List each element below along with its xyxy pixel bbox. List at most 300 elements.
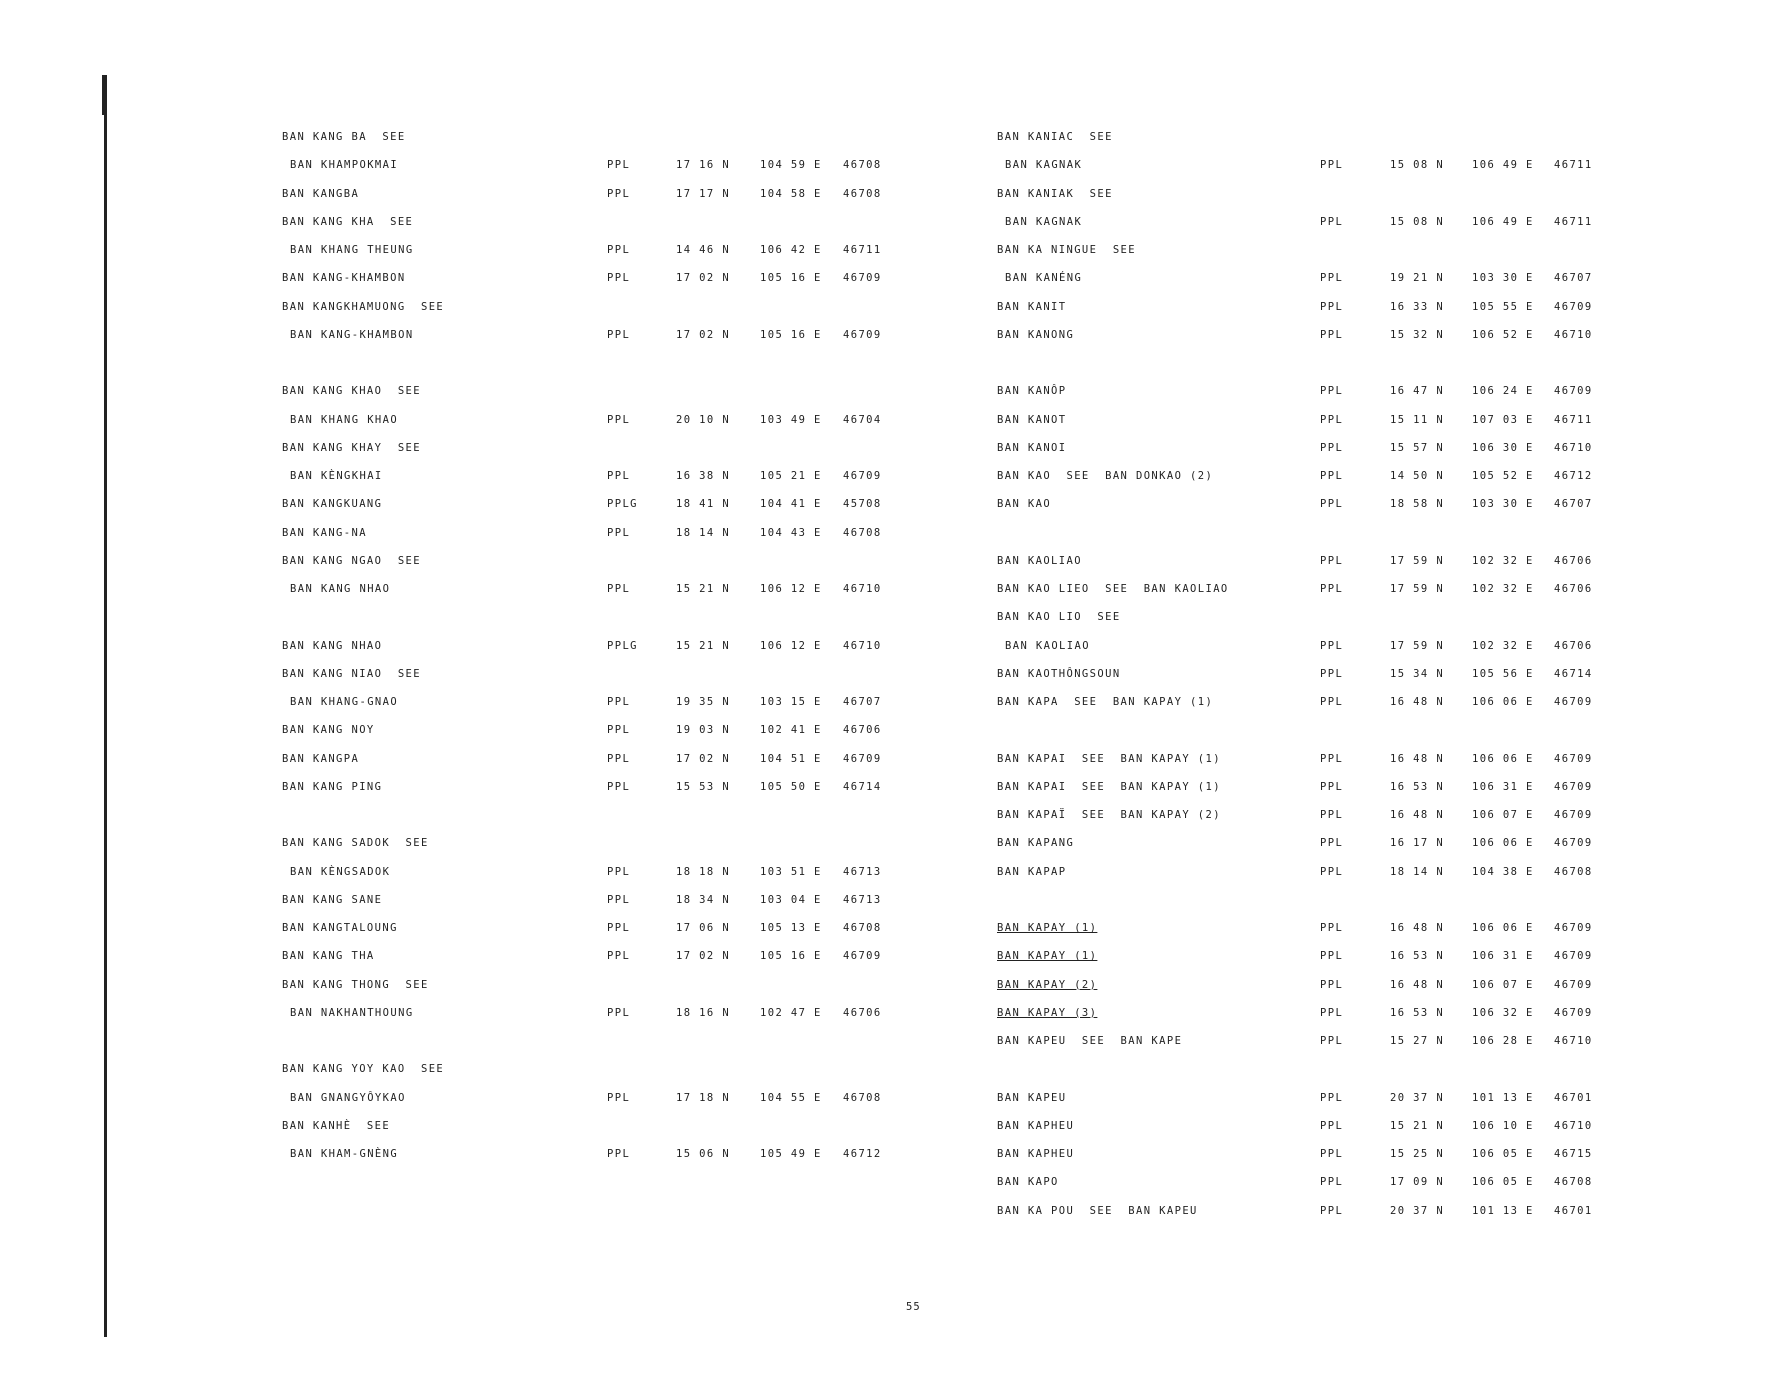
- latitude: 20 37 N: [1390, 1091, 1445, 1104]
- map-sheet-code: 46709: [843, 752, 882, 765]
- longitude: 106 05 E: [1472, 1148, 1534, 1160]
- longitude: 105 56 E: [1472, 667, 1534, 680]
- map-sheet-code: 46708: [843, 187, 882, 200]
- feature-class: PPL: [1320, 696, 1344, 708]
- feature-class: PPL: [607, 187, 631, 200]
- map-sheet-code: 46709: [843, 328, 882, 341]
- place-name: BAN KANÔP: [997, 385, 1067, 398]
- longitude: 104 51 E: [760, 752, 822, 765]
- feature-class: PPL: [607, 244, 631, 256]
- gazetteer-entry-row: [282, 753, 902, 781]
- feature-class: PPL: [607, 470, 631, 482]
- gazetteer-entry-row: [282, 244, 902, 272]
- place-name: BAN KAOLIAO: [997, 554, 1082, 567]
- map-sheet-code: 46706: [1554, 639, 1593, 652]
- longitude: 102 32 E: [1472, 583, 1534, 595]
- gazetteer-entry-row: [997, 1148, 1607, 1176]
- place-name: BAN KANG KHAY SEE: [282, 441, 421, 454]
- place-name: BAN KÈNGKHAI: [290, 470, 383, 482]
- map-sheet-code: 45708: [843, 498, 882, 511]
- latitude: 20 10 N: [676, 413, 731, 426]
- latitude: 15 11 N: [1390, 413, 1445, 426]
- place-name: BAN KANG KHAO SEE: [282, 385, 421, 398]
- longitude: 106 12 E: [760, 639, 822, 652]
- feature-class: PPL: [1320, 1176, 1344, 1189]
- place-name: BAN KAPAÏ SEE BAN KAPAY (2): [997, 809, 1221, 821]
- longitude: 105 49 E: [760, 1148, 822, 1160]
- longitude: 105 13 E: [760, 922, 822, 934]
- gazetteer-entry-row: [282, 414, 902, 442]
- feature-class: PPL: [607, 583, 631, 595]
- gazetteer-entry-row: [997, 809, 1607, 837]
- feature-class: PPL: [1320, 1035, 1344, 1047]
- longitude: 105 16 E: [760, 272, 822, 285]
- gazetteer-entry-row: [282, 640, 902, 668]
- longitude: 106 06 E: [1472, 752, 1534, 765]
- latitude: 18 41 N: [676, 498, 731, 511]
- place-name: BAN KANIAK SEE: [997, 187, 1113, 200]
- place-name: BAN KANG BA SEE: [282, 131, 406, 143]
- blank-spacer-row: [282, 611, 902, 639]
- longitude: 106 05 E: [1472, 1176, 1534, 1189]
- gazetteer-entry-row: [997, 470, 1607, 498]
- latitude: 17 09 N: [1390, 1176, 1445, 1189]
- place-name: BAN KAO SEE BAN DONKAO (2): [997, 470, 1214, 482]
- feature-class: PPL: [607, 780, 631, 793]
- gazetteer-entry-row: [282, 555, 902, 583]
- place-name: BAN GNANGYÔYKAO: [290, 1091, 406, 1104]
- gazetteer-entry-row: [282, 498, 902, 526]
- blank-spacer-row: [282, 809, 902, 837]
- latitude: 15 08 N: [1390, 159, 1445, 172]
- feature-class: PPL: [607, 328, 631, 341]
- place-name: BAN KANG SANE: [282, 893, 383, 906]
- map-sheet-code: 46713: [843, 865, 882, 878]
- place-name: BAN KAOTHÔNGSOUN: [997, 667, 1121, 680]
- map-sheet-code: 46714: [843, 780, 882, 793]
- place-name: BAN NAKHANTHOUNG: [290, 1006, 414, 1019]
- gazetteer-entry-row: [997, 640, 1607, 668]
- feature-class: PPL: [1320, 159, 1344, 172]
- latitude: 19 03 N: [676, 724, 731, 737]
- latitude: 15 27 N: [1390, 1035, 1445, 1047]
- latitude: 16 48 N: [1390, 978, 1445, 991]
- latitude: 17 16 N: [676, 159, 731, 172]
- gazetteer-entry-row: [997, 696, 1607, 724]
- place-name: BAN KAPANG: [997, 837, 1075, 850]
- gazetteer-entry-row: [282, 1120, 902, 1148]
- place-name: BAN KHANG-GNAO: [290, 696, 399, 708]
- gazetteer-entry-row: [997, 131, 1607, 159]
- place-name: BAN KAPAY (1): [997, 950, 1098, 963]
- place-name: BAN KHAMPOKMAI: [290, 159, 399, 172]
- longitude: 101 13 E: [1472, 1204, 1534, 1217]
- longitude: 102 32 E: [1472, 639, 1534, 652]
- feature-class: PPL: [1320, 1091, 1344, 1104]
- feature-class: PPL: [1320, 583, 1344, 595]
- longitude: 106 06 E: [1472, 837, 1534, 850]
- map-sheet-code: 46709: [1554, 837, 1593, 850]
- map-sheet-code: 46715: [1554, 1148, 1593, 1160]
- feature-class: PPL: [607, 272, 631, 285]
- gazetteer-entry-row: [997, 837, 1607, 865]
- map-sheet-code: 46709: [843, 950, 882, 963]
- place-name: BAN KANG YOY KAO SEE: [282, 1063, 445, 1076]
- feature-class: PPL: [1320, 1119, 1344, 1132]
- map-sheet-code: 46709: [1554, 809, 1593, 821]
- gazetteer-entry-row: [997, 301, 1607, 329]
- place-name: BAN KAPAI SEE BAN KAPAY (1): [997, 780, 1221, 793]
- place-name: BAN KANG-KHAMBON: [290, 328, 414, 341]
- feature-class: PPL: [607, 1006, 631, 1019]
- gazetteer-entry-row: [997, 329, 1607, 357]
- gazetteer-left-column: [282, 131, 902, 1176]
- place-name: BAN KAGNAK: [1005, 159, 1083, 172]
- longitude: 104 55 E: [760, 1091, 822, 1104]
- gazetteer-entry-row: [282, 1063, 902, 1091]
- map-sheet-code: 46710: [1554, 328, 1593, 341]
- map-sheet-code: 46706: [1554, 583, 1593, 595]
- place-name: BAN KANGBA: [282, 187, 360, 200]
- longitude: 105 55 E: [1472, 300, 1534, 313]
- place-name: BAN KANIT: [997, 300, 1067, 313]
- place-name: BAN KAPAP: [997, 865, 1067, 878]
- gazetteer-entry-row: [282, 131, 902, 159]
- feature-class: PPLG: [607, 639, 638, 652]
- gazetteer-entry-row: [997, 1205, 1607, 1233]
- map-sheet-code: 46709: [1554, 1006, 1593, 1019]
- place-name: BAN KAPEU: [997, 1091, 1067, 1104]
- gazetteer-entry-row: [282, 979, 902, 1007]
- longitude: 106 12 E: [760, 583, 822, 595]
- gazetteer-entry-row: [997, 1035, 1607, 1063]
- map-sheet-code: 46709: [1554, 780, 1593, 793]
- feature-class: PPL: [1320, 328, 1344, 341]
- latitude: 16 48 N: [1390, 752, 1445, 765]
- place-name: BAN KAOLIAO: [1005, 639, 1090, 652]
- place-name: BAN KAO LIEO SEE BAN KAOLIAO: [997, 583, 1229, 595]
- latitude: 16 53 N: [1390, 950, 1445, 963]
- latitude: 17 02 N: [676, 752, 731, 765]
- map-sheet-code: 46709: [1554, 922, 1593, 934]
- gazetteer-entry-row: [282, 894, 902, 922]
- map-sheet-code: 46709: [1554, 385, 1593, 398]
- gazetteer-entry-row: [997, 272, 1607, 300]
- feature-class: PPL: [607, 724, 631, 737]
- place-name: BAN KANG-KHAMBON: [282, 272, 406, 285]
- place-name: BAN KANONG: [997, 328, 1075, 341]
- feature-class: PPL: [607, 950, 631, 963]
- longitude: 101 13 E: [1472, 1091, 1534, 1104]
- map-sheet-code: 46712: [1554, 470, 1593, 482]
- longitude: 106 52 E: [1472, 328, 1534, 341]
- feature-class: PPL: [1320, 837, 1344, 850]
- map-sheet-code: 46701: [1554, 1091, 1593, 1104]
- longitude: 106 49 E: [1472, 159, 1534, 172]
- map-sheet-code: 46708: [843, 526, 882, 539]
- feature-class: PPL: [1320, 215, 1344, 228]
- latitude: 15 21 N: [676, 583, 731, 595]
- page-number: 55: [906, 1301, 921, 1313]
- place-name: BAN KAPAY (1): [997, 922, 1098, 934]
- gazetteer-entry-row: [282, 922, 902, 950]
- place-name: BAN KANÉNG: [1005, 272, 1083, 285]
- latitude: 17 59 N: [1390, 639, 1445, 652]
- gazetteer-entry-row: [997, 866, 1607, 894]
- longitude: 106 06 E: [1472, 696, 1534, 708]
- gazetteer-entry-row: [282, 781, 902, 809]
- latitude: 15 53 N: [676, 780, 731, 793]
- longitude: 103 51 E: [760, 865, 822, 878]
- latitude: 17 02 N: [676, 272, 731, 285]
- latitude: 19 21 N: [1390, 272, 1445, 285]
- blank-spacer-row: [282, 357, 902, 385]
- feature-class: PPL: [1320, 639, 1344, 652]
- longitude: 105 50 E: [760, 780, 822, 793]
- feature-class: PPL: [1320, 865, 1344, 878]
- feature-class: PPL: [1320, 809, 1344, 821]
- latitude: 18 18 N: [676, 865, 731, 878]
- gazetteer-entry-row: [282, 385, 902, 413]
- gazetteer-entry-row: [282, 272, 902, 300]
- feature-class: PPL: [607, 922, 631, 934]
- gazetteer-right-column: [997, 131, 1607, 1233]
- feature-class: PPL: [1320, 385, 1344, 398]
- feature-class: PPL: [1320, 1204, 1344, 1217]
- latitude: 17 59 N: [1390, 583, 1445, 595]
- feature-class: PPL: [607, 526, 631, 539]
- longitude: 106 28 E: [1472, 1035, 1534, 1047]
- longitude: 106 10 E: [1472, 1119, 1534, 1132]
- place-name: BAN KANIAC SEE: [997, 131, 1113, 143]
- latitude: 16 17 N: [1390, 837, 1445, 850]
- longitude: 106 42 E: [760, 244, 822, 256]
- map-sheet-code: 46709: [1554, 696, 1593, 708]
- map-sheet-code: 46709: [1554, 950, 1593, 963]
- gazetteer-entry-row: [997, 216, 1607, 244]
- gazetteer-entry-row: [282, 1007, 902, 1035]
- gazetteer-entry-row: [997, 979, 1607, 1007]
- gazetteer-entry-row: [282, 1092, 902, 1120]
- place-name: BAN KANG NHAO: [282, 639, 383, 652]
- blank-spacer-row: [282, 1035, 902, 1063]
- longitude: 104 43 E: [760, 526, 822, 539]
- map-sheet-code: 46710: [1554, 441, 1593, 454]
- place-name: BAN KANG NIAO SEE: [282, 667, 421, 680]
- gazetteer-entry-row: [997, 583, 1607, 611]
- feature-class: PPL: [1320, 922, 1344, 934]
- map-sheet-code: 46711: [1554, 215, 1593, 228]
- longitude: 106 06 E: [1472, 922, 1534, 934]
- gazetteer-entry-row: [997, 244, 1607, 272]
- gazetteer-entry-row: [997, 555, 1607, 583]
- longitude: 104 41 E: [760, 498, 822, 511]
- map-sheet-code: 46710: [843, 639, 882, 652]
- blank-spacer-row: [997, 724, 1607, 752]
- latitude: 16 47 N: [1390, 385, 1445, 398]
- gazetteer-entry-row: [997, 1120, 1607, 1148]
- map-sheet-code: 46709: [843, 470, 882, 482]
- place-name: BAN KAPAY (2): [997, 978, 1098, 991]
- longitude: 103 04 E: [760, 893, 822, 906]
- map-sheet-code: 46708: [1554, 1176, 1593, 1189]
- longitude: 103 15 E: [760, 696, 822, 708]
- place-name: BAN KANG PING: [282, 780, 383, 793]
- place-name: BAN KANOI: [997, 441, 1067, 454]
- place-name: BAN KAPAY (3): [997, 1006, 1098, 1019]
- latitude: 17 17 N: [676, 187, 731, 200]
- longitude: 105 16 E: [760, 950, 822, 963]
- gazetteer-entry-row: [997, 1176, 1607, 1204]
- gazetteer-entry-row: [997, 159, 1607, 187]
- gazetteer-entry-row: [282, 188, 902, 216]
- longitude: 103 49 E: [760, 413, 822, 426]
- latitude: 18 14 N: [1390, 865, 1445, 878]
- map-sheet-code: 46708: [1554, 865, 1593, 878]
- place-name: BAN KANOT: [997, 413, 1067, 426]
- latitude: 18 16 N: [676, 1006, 731, 1019]
- latitude: 17 06 N: [676, 922, 731, 934]
- map-sheet-code: 46711: [1554, 413, 1593, 426]
- place-name: BAN KANG THONG SEE: [282, 978, 429, 991]
- latitude: 16 33 N: [1390, 300, 1445, 313]
- latitude: 15 32 N: [1390, 328, 1445, 341]
- feature-class: PPL: [607, 893, 631, 906]
- feature-class: PPL: [1320, 1006, 1344, 1019]
- gazetteer-entry-row: [282, 442, 902, 470]
- gazetteer-entry-row: [997, 385, 1607, 413]
- longitude: 106 32 E: [1472, 1006, 1534, 1019]
- map-sheet-code: 46706: [843, 1006, 882, 1019]
- place-name: BAN KHANG KHAO: [290, 413, 399, 426]
- place-name: BAN KANG NOY: [282, 724, 375, 737]
- feature-class: PPL: [1320, 780, 1344, 793]
- longitude: 104 58 E: [760, 187, 822, 200]
- longitude: 105 52 E: [1472, 470, 1534, 482]
- map-sheet-code: 46710: [1554, 1119, 1593, 1132]
- place-name: BAN KA NINGUE SEE: [997, 244, 1136, 256]
- gazetteer-entry-row: [282, 866, 902, 894]
- map-sheet-code: 46708: [843, 922, 882, 934]
- map-sheet-code: 46709: [843, 272, 882, 285]
- longitude: 107 03 E: [1472, 413, 1534, 426]
- gazetteer-entry-row: [997, 922, 1607, 950]
- feature-class: PPL: [1320, 470, 1344, 482]
- feature-class: PPL: [607, 696, 631, 708]
- latitude: 15 25 N: [1390, 1148, 1445, 1160]
- feature-class: PPLG: [607, 498, 638, 511]
- place-name: BAN KANG SADOK SEE: [282, 837, 429, 850]
- map-sheet-code: 46707: [843, 696, 882, 708]
- feature-class: PPL: [1320, 441, 1344, 454]
- longitude: 103 30 E: [1472, 498, 1534, 511]
- map-sheet-code: 46712: [843, 1148, 882, 1160]
- latitude: 17 18 N: [676, 1091, 731, 1104]
- gazetteer-entry-row: [997, 668, 1607, 696]
- gazetteer-entry-row: [282, 950, 902, 978]
- map-sheet-code: 46707: [1554, 272, 1593, 285]
- place-name: BAN KANG THA: [282, 950, 375, 963]
- map-sheet-code: 46710: [843, 583, 882, 595]
- longitude: 106 07 E: [1472, 978, 1534, 991]
- latitude: 17 02 N: [676, 950, 731, 963]
- gazetteer-entry-row: [997, 611, 1607, 639]
- longitude: 102 47 E: [760, 1006, 822, 1019]
- latitude: 18 34 N: [676, 893, 731, 906]
- feature-class: PPL: [607, 413, 631, 426]
- binding-edge-line: [104, 75, 107, 1337]
- latitude: 16 48 N: [1390, 809, 1445, 821]
- gazetteer-entry-row: [282, 1148, 902, 1176]
- place-name: BAN KAPA SEE BAN KAPAY (1): [997, 696, 1214, 708]
- map-sheet-code: 46713: [843, 893, 882, 906]
- latitude: 16 38 N: [676, 470, 731, 482]
- gazetteer-entry-row: [997, 1092, 1607, 1120]
- longitude: 106 31 E: [1472, 780, 1534, 793]
- map-sheet-code: 46710: [1554, 1035, 1593, 1047]
- feature-class: PPL: [1320, 498, 1344, 511]
- gazetteer-entry-row: [282, 301, 902, 329]
- latitude: 18 58 N: [1390, 498, 1445, 511]
- longitude: 102 41 E: [760, 724, 822, 737]
- gazetteer-entry-row: [997, 950, 1607, 978]
- gazetteer-entry-row: [282, 837, 902, 865]
- place-name: BAN KANHÈ SEE: [282, 1119, 391, 1132]
- place-name: BAN KAPAI SEE BAN KAPAY (1): [997, 752, 1221, 765]
- feature-class: PPL: [1320, 978, 1344, 991]
- gazetteer-entry-row: [282, 668, 902, 696]
- longitude: 105 16 E: [760, 328, 822, 341]
- latitude: 17 59 N: [1390, 554, 1445, 567]
- place-name: BAN KAPHEU: [997, 1148, 1075, 1160]
- place-name: BAN KHANG THEUNG: [290, 244, 414, 256]
- gazetteer-entry-row: [282, 216, 902, 244]
- gazetteer-entry-row: [997, 498, 1607, 526]
- gazetteer-entry-row: [282, 470, 902, 498]
- gazetteer-entry-row: [282, 583, 902, 611]
- place-name: BAN KA POU SEE BAN KAPEU: [997, 1204, 1198, 1217]
- longitude: 104 38 E: [1472, 865, 1534, 878]
- blank-spacer-row: [997, 527, 1607, 555]
- latitude: 15 57 N: [1390, 441, 1445, 454]
- longitude: 106 31 E: [1472, 950, 1534, 963]
- place-name: BAN KAPHEU: [997, 1119, 1075, 1132]
- feature-class: PPL: [1320, 272, 1344, 285]
- place-name: BAN KAO LIO SEE: [997, 611, 1121, 624]
- gazetteer-entry-row: [997, 1007, 1607, 1035]
- feature-class: PPL: [1320, 752, 1344, 765]
- place-name: BAN KAPEU SEE BAN KAPE: [997, 1035, 1183, 1047]
- gazetteer-entry-row: [282, 696, 902, 724]
- blank-spacer-row: [997, 1063, 1607, 1091]
- gazetteer-entry-row: [282, 527, 902, 555]
- feature-class: PPL: [607, 752, 631, 765]
- feature-class: PPL: [1320, 300, 1344, 313]
- longitude: 106 49 E: [1472, 215, 1534, 228]
- latitude: 18 14 N: [676, 526, 731, 539]
- gazetteer-entry-row: [997, 188, 1607, 216]
- place-name: BAN KAO: [997, 498, 1052, 511]
- map-sheet-code: 46704: [843, 413, 882, 426]
- gazetteer-entry-row: [282, 724, 902, 752]
- longitude: 106 30 E: [1472, 441, 1534, 454]
- place-name: BAN KÈNGSADOK: [290, 865, 391, 878]
- longitude: 106 07 E: [1472, 809, 1534, 821]
- feature-class: PPL: [1320, 413, 1344, 426]
- latitude: 16 53 N: [1390, 1006, 1445, 1019]
- feature-class: PPL: [607, 865, 631, 878]
- latitude: 15 21 N: [1390, 1119, 1445, 1132]
